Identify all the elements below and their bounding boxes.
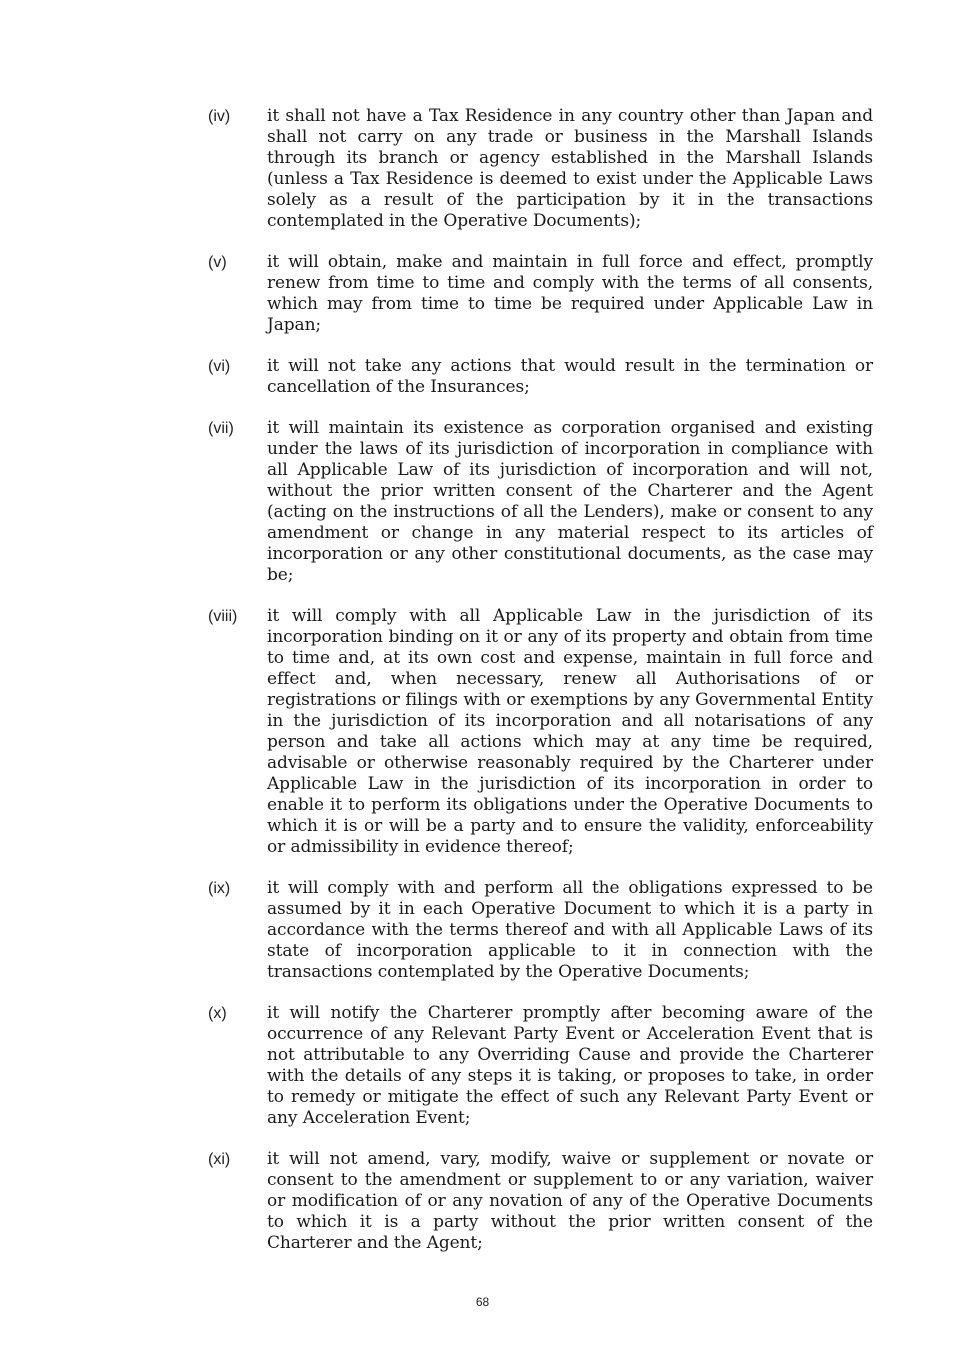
clause-number: (v) [208, 254, 227, 271]
clause-item [208, 878, 873, 983]
clause-text: it shall not have a Tax Residence in any country other than Japan and shall not carry on any trade or business in the Marshall Islands through its branch or agency established in the Marshall Islands (unless a Tax Residence is deemed to exist under the Applicable Laws solely as a result of the participation by it in the transactions contemplated in the Operative Documents); [267, 106, 873, 231]
clause-number: (iv) [208, 108, 231, 125]
clause-text: it will not take any actions that would result in the termination or cancellation of the Insurances; [267, 356, 873, 397]
clause-number: (xi) [208, 1151, 231, 1168]
page-number: 68 [475, 1295, 490, 1309]
clause-item [208, 106, 873, 232]
clause-text: it will obtain, make and maintain in full force and effect, promptly renew from time to time and comply with the terms of all consents, which may from time to time be required under Applicable Law in Japan; [267, 252, 873, 335]
clause-number: (vii) [208, 420, 234, 437]
clause-item [208, 1149, 873, 1254]
clause-list [208, 106, 873, 1274]
clause-item [208, 356, 873, 398]
clause-item [208, 606, 873, 858]
clause-item [208, 1003, 873, 1129]
clause-item [208, 252, 873, 336]
clause-item [208, 418, 873, 586]
clause-number: (viii) [208, 608, 238, 625]
clause-text: it will maintain its existence as corporation organised and existing under the laws of its jurisdiction of incorporation in compliance with all Applicable Law of its jurisdiction of incorporation and will not, without the prior written consent of the Charterer and the Agent (acting on the instructions of all the Lenders), make or consent to any amendment or change in any material respect to its articles of incorporation or any other constitutional documents, as the case may be; [267, 418, 873, 585]
clause-number: (ix) [208, 880, 231, 897]
clause-text: it will notify the Charterer promptly after becoming aware of the occurrence of any Relevant Party Event or Acceleration Event that is not attributable to any Overriding Cause and provide the Charterer with the details of any steps it is taking, or proposes to take, in order to remedy or mitigate the effect of such any Relevant Party Event or any Acceleration Event; [267, 1003, 873, 1128]
clause-number: (vi) [208, 358, 231, 375]
clause-text: it will not amend, vary, modify, waive or supplement or novate or consent to the amendment or supplement to or any variation, waiver or modification of or any novation of any of the Operative Documents to which it is a party without the prior written consent of the Charterer and the Agent; [267, 1149, 873, 1253]
clause-number: (x) [208, 1005, 227, 1022]
clause-text: it will comply with all Applicable Law in the jurisdiction of its incorporation binding on it or any of its property and obtain from time to time and, at its own cost and expense, maintain in full force and effect and, when necessary, renew all Authorisations of or registrations or filings with or exemptions by any Governmental Entity in the jurisdiction of its incorporation and all notarisations of any person and take all actions which may at any time be required, advisable or otherwise reasonably required by the Charterer under Applicable Law in the jurisdiction of its incorporation in order to enable it to perform its obligations under the Operative Documents to which it is or will be a party and to ensure the validity, enforceability or admissibility in evidence thereof; [267, 606, 873, 857]
clause-text: it will comply with and perform all the obligations expressed to be assumed by it in each Operative Document to which it is a party in accordance with the terms thereof and with all Applicable Laws of its state of incorporation applicable to it in connection with the transactions contemplated by the Operative Documents; [267, 878, 873, 982]
